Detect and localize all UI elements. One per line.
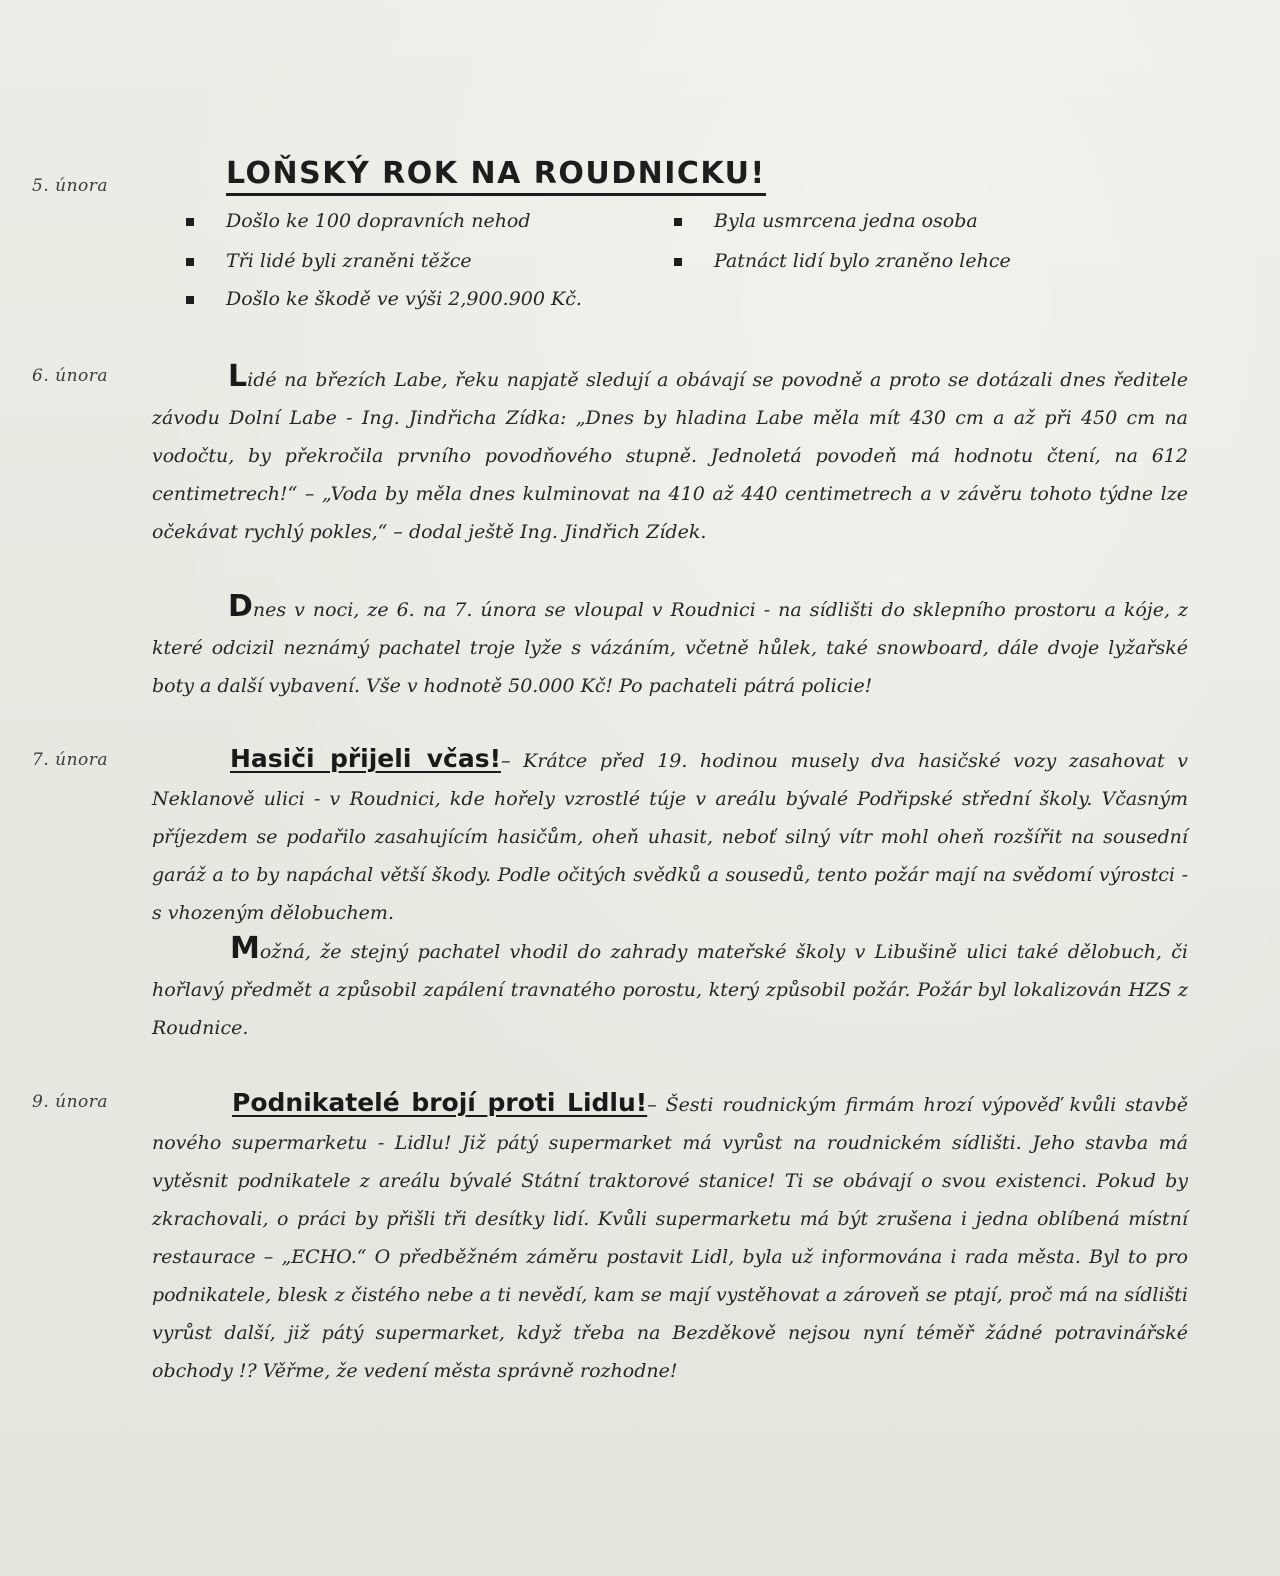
bullet-icon [186,258,194,266]
drop-cap: L [228,359,248,394]
bullet-item: Byla usmrcena jedna osoba [674,210,978,232]
section-title: LOŇSKÝ ROK NA ROUDNICKU! [226,156,766,196]
bullet-item: Tři lidé byli zraněni těžce [186,250,472,272]
drop-cap: M [230,931,260,966]
article-headline: Podnikatelé brojí proti Lidlu! [232,1088,648,1117]
date-label: 5. února [32,176,109,196]
article-paragraph: Hasiči přijeli včas!– Krátce před 19. hodinou musely dva hasičské vozy zasahovat v Neklanově ulici - v Roudnici, kde hořely vzrostlé túje v areálu bývalé Podřipské střední školy. Včasným příjezdem se podařilo zasahujícím hasičům, oheň uhasit, neboť silný vítr mohl oheň rozšířit na sousední garáž a to by napáchal větší škody. Podle očitých svědků a sousedů, tento požár mají na svědomí výrostci - s vhozeným dělobuchem. [152,744,1189,924]
article-paragraph: Možná, že stejný pachatel vhodil do zahrady mateřské školy v Libušině ulici také dělobuch, či hořlavý předmět a způsobil zapálení travnatého porostu, který způsobil požár. Požár byl lokalizován HZS z Roudnice. [152,931,1188,1039]
article-paragraph: Podnikatelé brojí proti Lidlu!– Šesti roudnickým firmám hrozí výpověď kvůli stavbě nového supermarketu - Lidlu! Již pátý supermarket má vyrůst na roudnickém sídlišti. Jeho stavba má vytěsnit podnikatele z areálu bývalé Státní traktorové stanice! Ti se obávají o svou existenci. Pokud by zkrachovali, o práci by přišli tři desítky lidí. Kvůli supermarketu má být zrušena i jedna oblíbená místní restaurace – „ECHO.“ O předběžném záměru postavit Lidl, byla už informována i rada města. Byl to pro podnikatele, blesk z čistého nebe a ti nevědí, kam se mají vystěhovat a zároveň se ptají, proč má na sídlišti vyrůst další, již pátý supermarket, když třeba na Bezděkově nejsou nyní téměř žádné potravinářské obchody !? Věřme, že vedení města správně rozhodne! [152,1088,1188,1382]
article-headline: Hasiči přijeli včas! [230,744,501,773]
bullet-icon [674,258,682,266]
date-label: 6. února [32,366,109,386]
bullet-icon [186,218,194,226]
date-label: 9. února [32,1092,109,1112]
article-paragraph: Lidé na březích Labe, řeku napjatě sledují a obávají se povodně a proto se dotázali dnes ředitele závodu Dolní Labe - Ing. Jindřicha Zídka: „Dnes by hladina Labe měla mít 430 cm a až při 450 cm na vodočtu, by překročila prvního povodňového stupně. Jednoletá povodeň má hodnotu čtení, na 612 centimetrech!“ – „Voda by měla dnes kulminovat na 410 až 440 centimetrech a v závěru tohoto týdne lze očekávat rychlý pokles,“ – dodal ještě Ing. Jindřich Zídek. [152,359,1188,543]
drop-cap: D [228,589,253,624]
article-paragraph: Dnes v noci, ze 6. na 7. února se vloupal v Roudnici - na sídlišti do sklepního prostoru a kóje, z které odcizil neznámý pachatel troje lyže s vázáním, včetně hůlek, také snowboard, dále dvoje lyžařské boty a další vybavení. Vše v hodnotě 50.000 Kč! Po pachateli pátrá policie! [152,589,1188,697]
date-label: 7. února [32,750,109,770]
bullet-item: Došlo ke 100 dopravních nehod [186,210,531,232]
bullet-item: Došlo ke škodě ve výši 2,900.900 Kč. [186,288,582,310]
bullet-icon [674,218,682,226]
bullet-icon [186,296,194,304]
bullet-item: Patnáct lidí bylo zraněno lehce [674,250,1011,272]
